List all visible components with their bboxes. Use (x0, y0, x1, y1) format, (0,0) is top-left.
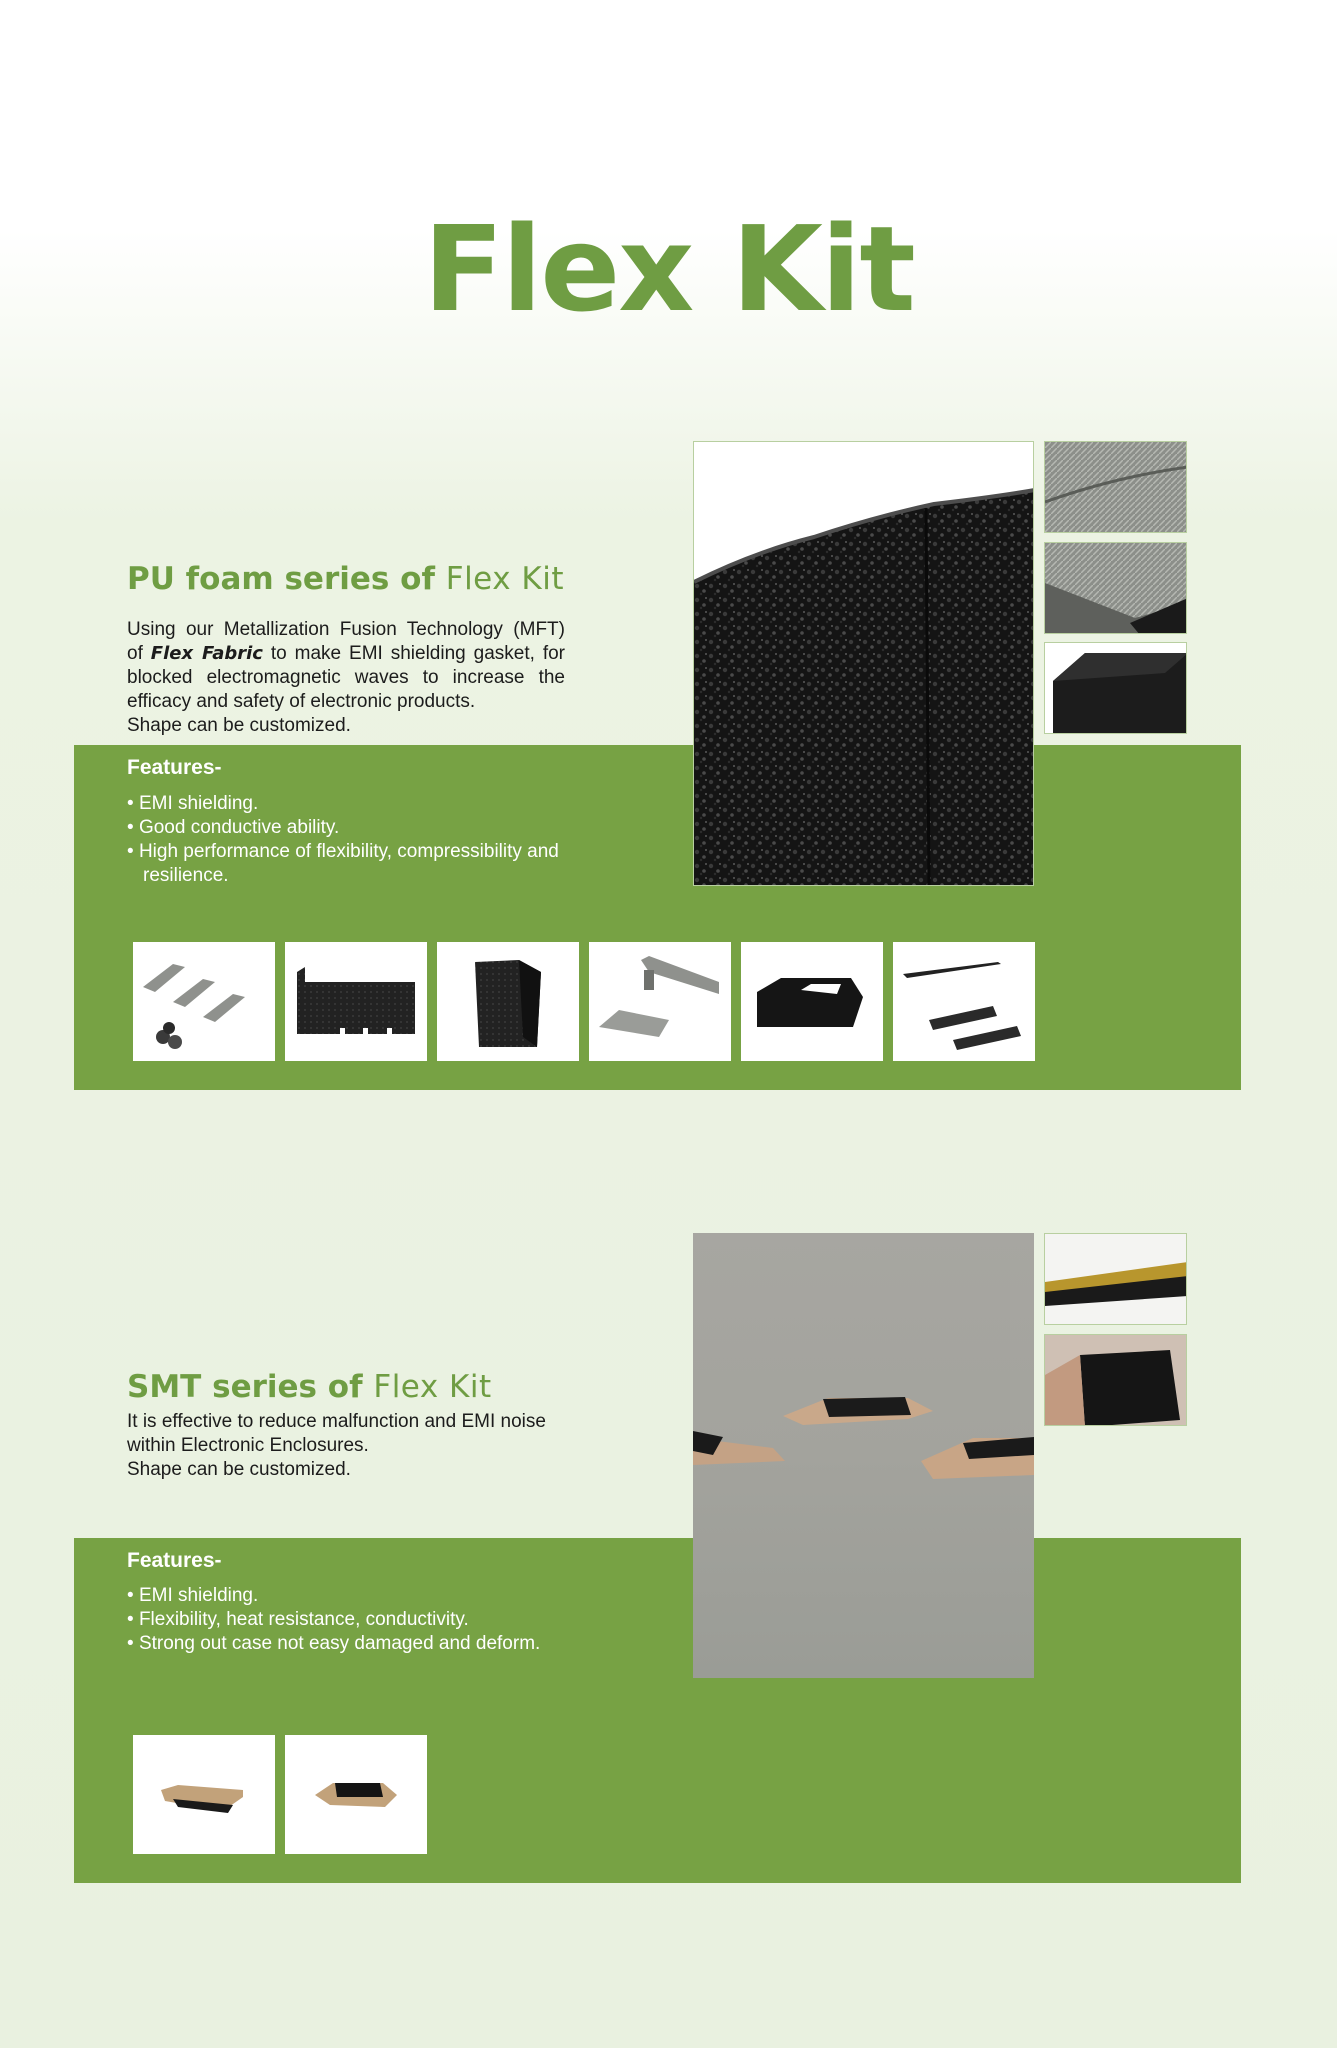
smt-features-heading: Features- (127, 1549, 222, 1572)
pu-features-list (127, 792, 567, 888)
smt-product-thumb-1 (133, 1735, 275, 1854)
feature-item: • High performance of flexibility, compressibility and resilience. (127, 840, 567, 888)
product-thumb-foam-comb (285, 942, 427, 1061)
pu-features-heading: Features- (127, 756, 222, 779)
smt-desc-line: within Electronic Enclosures. (127, 1435, 369, 1456)
product-thumb-foam-strips (893, 942, 1035, 1061)
flex-fabric-brand: Flex Fabric (150, 643, 263, 664)
smt-title-brand: Flex Kit (373, 1369, 492, 1405)
smt-main-photo (693, 1233, 1034, 1678)
smt-product-thumb-2 (285, 1735, 427, 1854)
page-title: Flex Kit (423, 200, 914, 338)
pu-description (127, 618, 565, 738)
product-thumb-black-wedge (741, 942, 883, 1061)
feature-item: • EMI shielding. (127, 792, 567, 816)
pu-section-title: PU foam series of Flex Kit (127, 561, 565, 597)
fabric-closeup-photo (1044, 441, 1187, 533)
pu-title-brand: Flex Kit (445, 561, 565, 597)
feature-item: • Strong out case not easy damaged and deform. (127, 1632, 577, 1656)
smt-description (127, 1410, 567, 1482)
pu-desc-line: of Flex Fabric to make EMI shielding gasket, for (127, 643, 565, 664)
product-thumb-fabric-strips (133, 942, 275, 1061)
fabric-edge-photo (1044, 542, 1187, 634)
feature-item: • EMI shielding. (127, 1584, 577, 1608)
pu-desc-line: efficacy and safety of electronic products. (127, 691, 476, 712)
smt-section-title: SMT series of Flex Kit (127, 1369, 492, 1405)
smt-features-list (127, 1584, 577, 1656)
foam-block-photo (1044, 642, 1187, 734)
smt-closeup-black-photo (1044, 1334, 1187, 1426)
pu-desc-line: Shape can be customized. (127, 715, 351, 736)
smt-desc-line: Shape can be customized. (127, 1459, 351, 1480)
feature-item: • Flexibility, heat resistance, conductivity. (127, 1608, 577, 1632)
pu-foam-main-photo (693, 441, 1034, 886)
feature-item: • Good conductive ability. (127, 816, 567, 840)
product-thumb-fabric-shapes (589, 942, 731, 1061)
pu-desc-line: blocked electromagnetic waves to increase the (127, 667, 565, 688)
smt-desc-line: It is effective to reduce malfunction and EMI noise (127, 1411, 546, 1432)
smt-closeup-gold-photo (1044, 1233, 1187, 1325)
pu-desc-line: Using our Metallization Fusion Technology (MFT) (127, 619, 565, 640)
product-thumb-foam-block (437, 942, 579, 1061)
